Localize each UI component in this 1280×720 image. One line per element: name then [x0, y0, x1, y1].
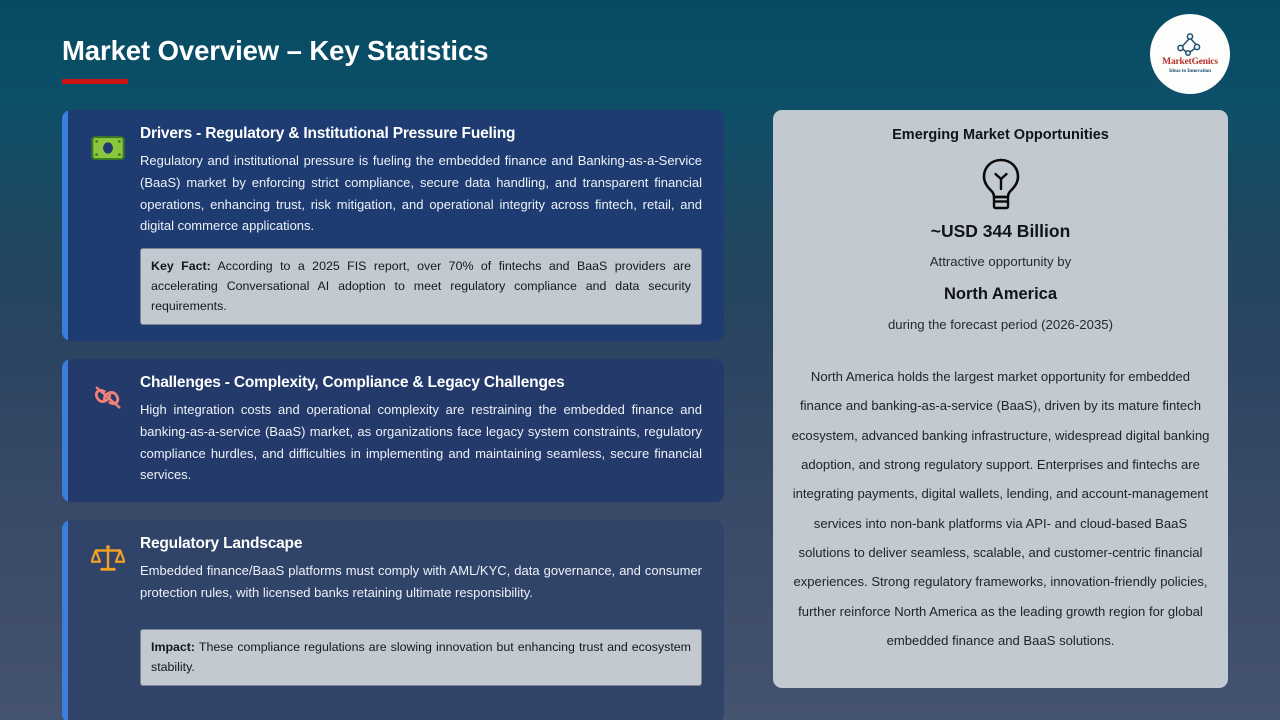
- title-underline-rule: [62, 79, 128, 84]
- slide-header: [62, 34, 862, 84]
- scales-of-justice-icon: [88, 538, 128, 578]
- insight-cards-column: [62, 110, 724, 720]
- panel-title: Emerging Market Opportunities: [892, 127, 1109, 143]
- card-body-text: Regulatory and institutional pressure is fueling the embedded finance and Banking-as-a-Service (BaaS) market by enforcing strict compliance, secure data handling, and transparent financial operations, enhancing trust, risk mitigation, and operational integrity across fintech, retail, and digital commerce applications.: [140, 153, 702, 234]
- broken-link-icon: [88, 377, 128, 417]
- region-name: North America: [943, 285, 1058, 303]
- forecast-period: during the forecast period (2026-2035): [887, 317, 1114, 332]
- card-heading: Drivers - Regulatory & Institutional Pressure Fueling: [140, 125, 516, 142]
- card-heading: Regulatory Landscape: [140, 534, 303, 552]
- lightbulb-icon: [789, 157, 1212, 213]
- card-body-text: High integration costs and operational complexity are restraining the embedded finance and banking-as-a-service (BaaS) market, as organizations face legacy system constraints, regulatory compliance hurdles, and difficulties in implementing and maintaining seamless, secure financial services.: [140, 402, 702, 483]
- callout-text: According to a 2025 FIS report, over 70% of fintechs and BaaS providers are accelerating Conversational AI adoption to meet regulatory compliance and data security requirements.: [151, 258, 691, 313]
- opportunity-label: Attractive opportunity by: [929, 254, 1072, 269]
- impact-callout: [140, 629, 702, 686]
- card-regulatory-landscape: [62, 520, 724, 720]
- market-value: ~USD 344 Billion: [930, 221, 1071, 241]
- card-heading: Challenges - Complexity, Compliance & Legacy Challenges: [140, 373, 565, 391]
- panel-description: North America holds the largest market opportunity for embedded finance and banking-as-a-service (BaaS), driven by its mature fintech ecosystem, advanced banking infrastructure, widespread digital banking adoption, and strong regulatory support. Enterprises and fintechs are integrating payments, digital wallets, lending, and account-management services into non-bank platforms via API- and cloud-based BaaS solutions to deliver seamless, scalable, and customer-centric financial experiences. Strong regulatory frameworks, innovation-friendly policies, further reinforce North America as the leading growth region for global embedded finance and BaaS solutions.: [791, 369, 1210, 648]
- callout-text: These compliance regulations are slowing innovation but enhancing trust and ecosystem stability.: [151, 640, 691, 675]
- callout-label: Impact:: [151, 640, 196, 655]
- emerging-opportunities-panel: [773, 110, 1228, 688]
- card-body-text: Embedded finance/BaaS platforms must comply with AML/KYC, data governance, and consumer protection rules, with licensed banks retaining ultimate responsibility.: [140, 563, 702, 600]
- card-challenges: [62, 359, 724, 502]
- company-logo: [1150, 14, 1230, 94]
- page-title: Market Overview – Key Statistics: [62, 35, 489, 66]
- key-fact-callout: [140, 248, 702, 325]
- money-banknote-icon: [88, 128, 128, 168]
- network-nodes-icon: [1177, 33, 1203, 57]
- card-drivers: [62, 110, 724, 341]
- callout-label: Key Fact:: [151, 258, 211, 273]
- logo-company-name: MarketGenics: [1162, 57, 1218, 68]
- logo-tagline: Ideas to Innovation: [1168, 68, 1211, 75]
